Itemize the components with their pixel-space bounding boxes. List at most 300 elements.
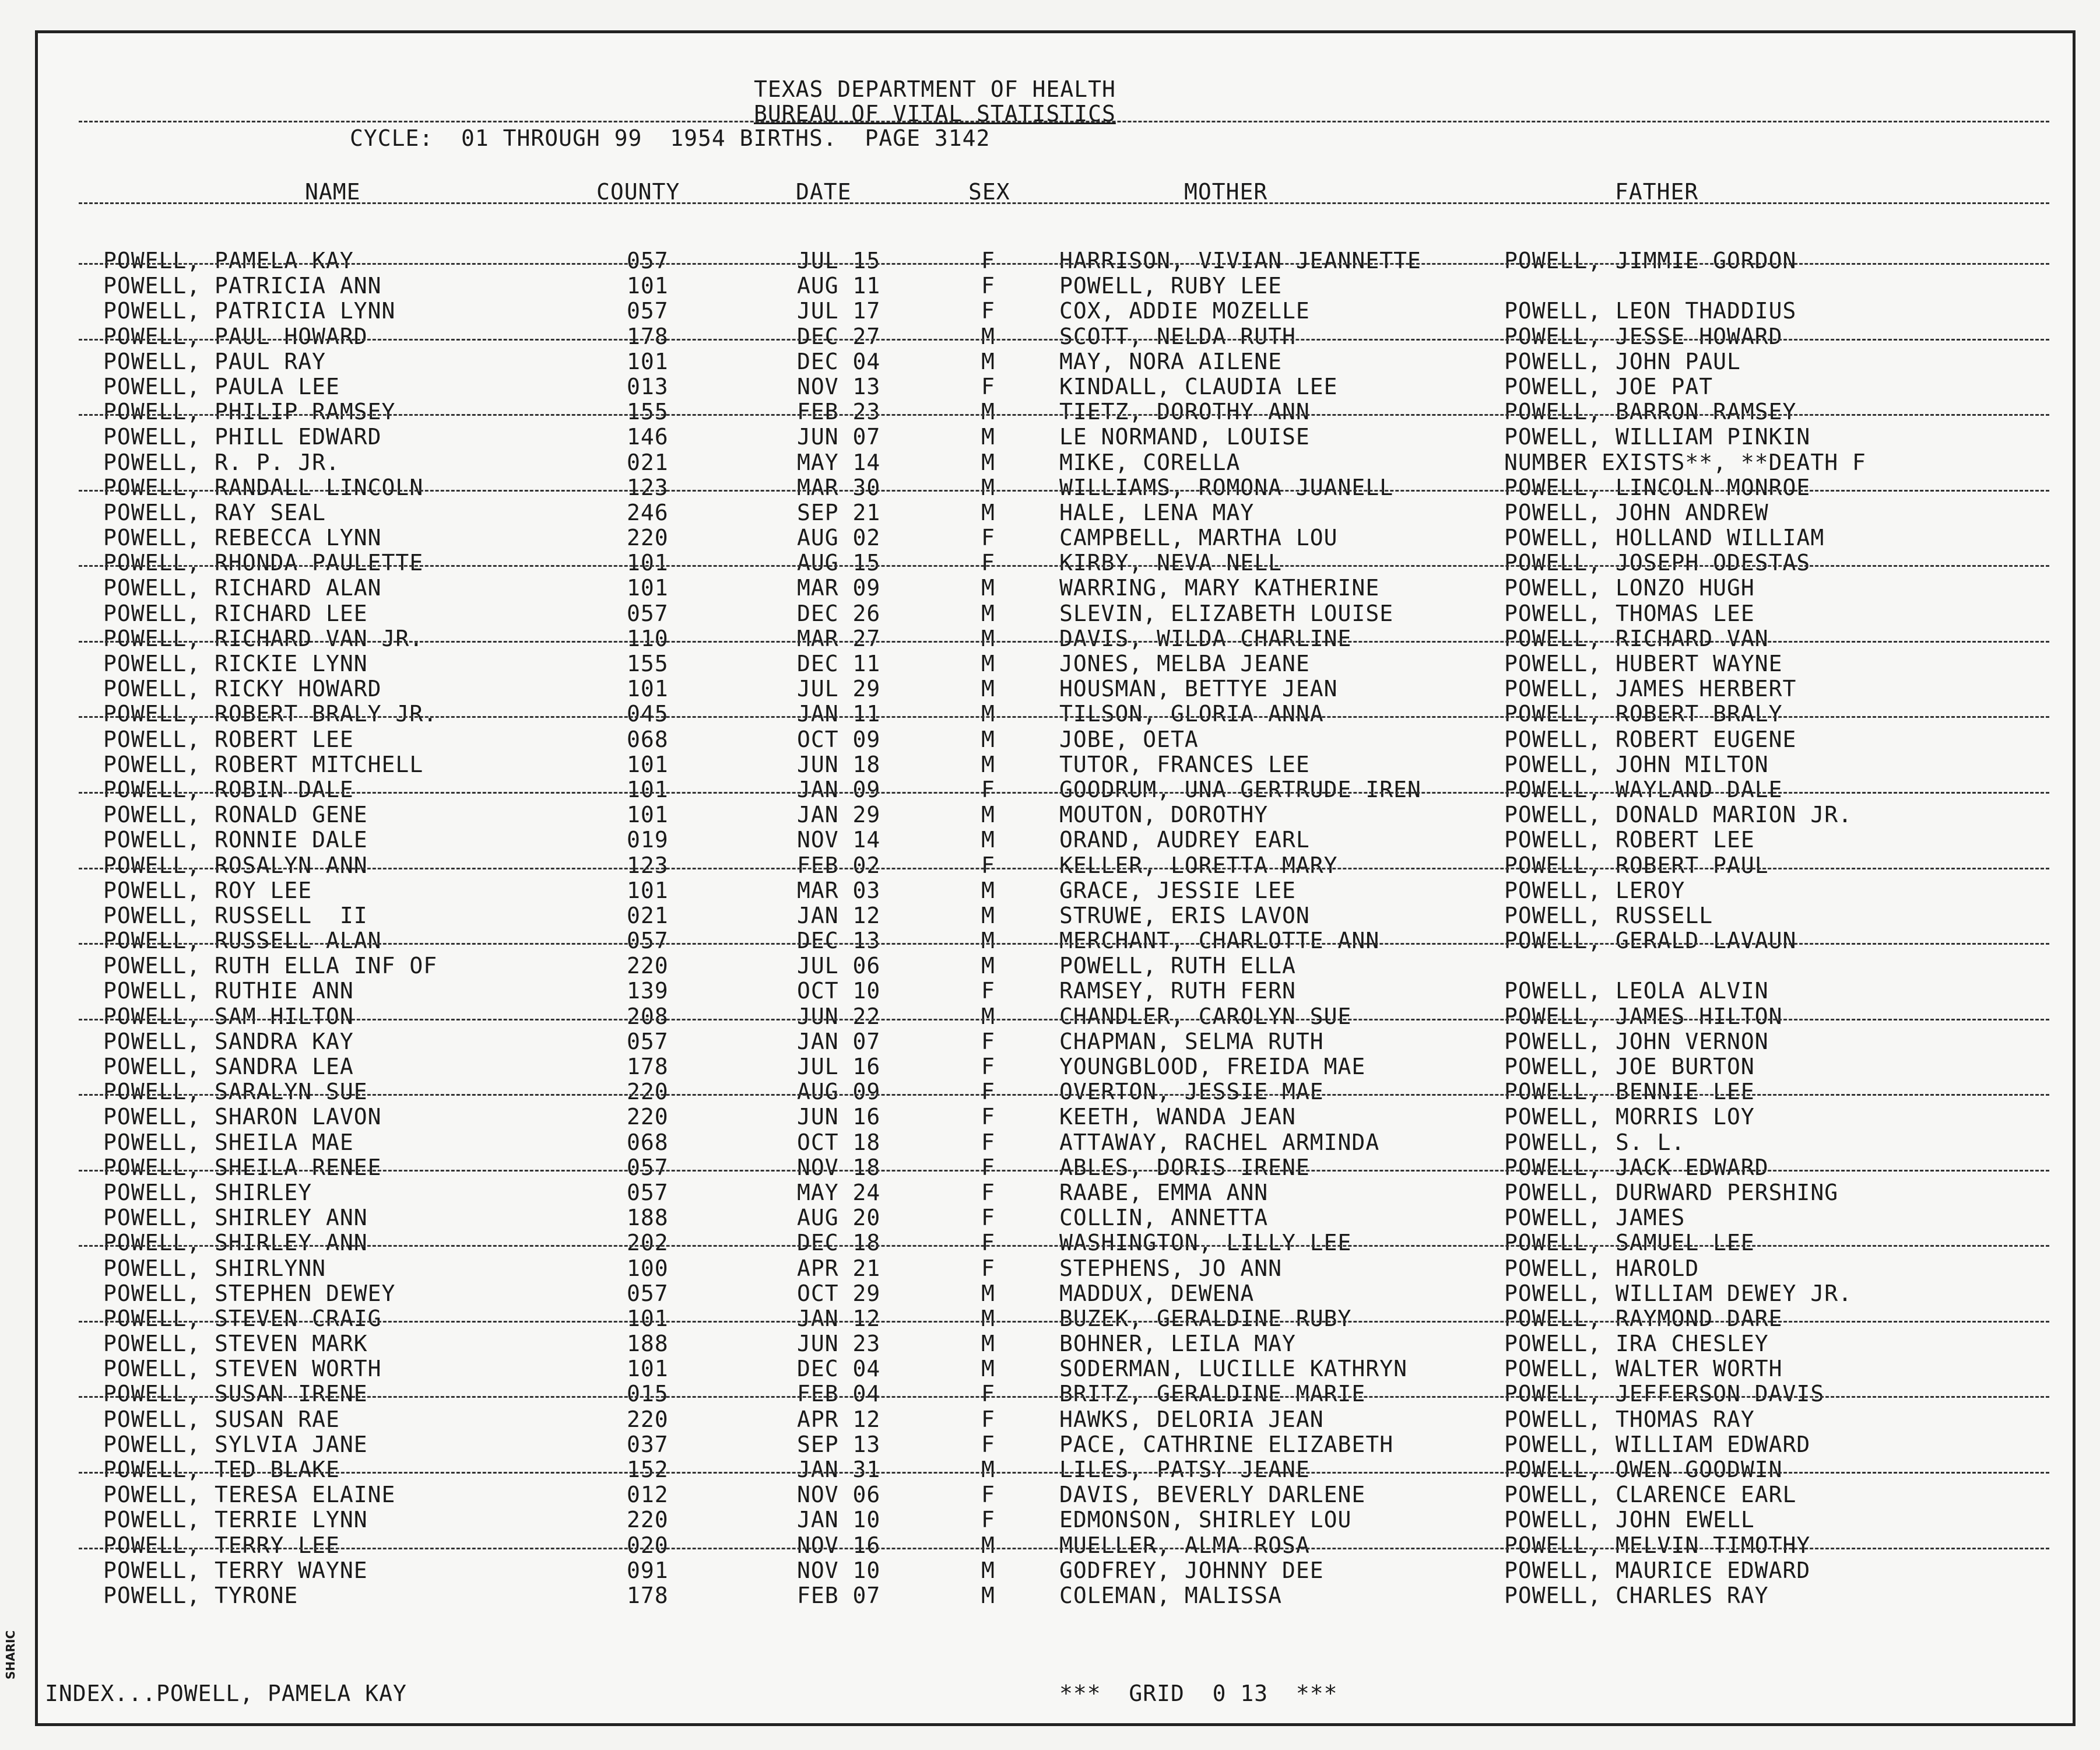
cell-mother: KELLER, LORETTA MARY — [1059, 852, 1338, 878]
cell-sex: F — [981, 1054, 995, 1079]
cell-name: POWELL, PHILL EDWARD — [103, 424, 382, 450]
cell-mother: MADDUX, DEWENA — [1059, 1280, 1255, 1306]
cell-name: POWELL, RICKIE LYNN — [103, 651, 368, 676]
cell-date: DEC 04 — [797, 348, 881, 374]
cell-county: 155 — [627, 651, 669, 676]
table-row — [38, 1029, 2073, 1054]
cell-father: POWELL, JAMES HILTON — [1504, 1003, 1783, 1029]
table-row — [38, 1054, 2073, 1079]
cell-name: POWELL, RUTHIE ANN — [103, 978, 354, 1004]
table-row — [38, 298, 2073, 323]
cell-father: POWELL, RICHARD VAN — [1504, 625, 1769, 651]
cell-county: 139 — [627, 978, 669, 1004]
cell-father: POWELL, HUBERT WAYNE — [1504, 651, 1783, 676]
cell-county: 178 — [627, 1582, 669, 1608]
cell-date: JUN 18 — [797, 751, 881, 777]
cell-name: POWELL, PAUL RAY — [103, 348, 326, 374]
cell-sex: M — [981, 1280, 995, 1306]
table-row — [38, 324, 2073, 349]
cell-date: JUL 15 — [797, 248, 881, 273]
cell-county: 057 — [627, 1028, 669, 1054]
cell-county: 220 — [627, 1507, 669, 1533]
table-row — [38, 1507, 2073, 1532]
cell-county: 100 — [627, 1255, 669, 1281]
table-row — [38, 1381, 2073, 1406]
cell-date: MAY 24 — [797, 1179, 881, 1205]
cell-name: POWELL, PATRICIA ANN — [103, 273, 382, 299]
cell-name: POWELL, ROBERT MITCHELL — [103, 751, 424, 777]
cell-name: POWELL, STEVEN MARK — [103, 1331, 368, 1357]
grid-footer: *** GRID 0 13 *** — [1059, 1681, 1338, 1706]
table-row — [38, 978, 2073, 1003]
cell-name: POWELL, SUSAN IRENE — [103, 1381, 368, 1407]
cell-father: POWELL, LEOLA ALVIN — [1504, 978, 1769, 1004]
cell-date: APR 21 — [797, 1255, 881, 1281]
cell-name: POWELL, SHARON LAVON — [103, 1104, 382, 1130]
table-row — [38, 878, 2073, 903]
cell-mother: KINDALL, CLAUDIA LEE — [1059, 373, 1338, 399]
cell-father: POWELL, S. L. — [1504, 1129, 1685, 1155]
table-row — [38, 424, 2073, 449]
cell-date: AUG 20 — [797, 1205, 881, 1231]
cell-date: MAR 27 — [797, 625, 881, 651]
table-row — [38, 1281, 2073, 1306]
cell-county: 101 — [627, 776, 669, 802]
cell-county: 068 — [627, 1129, 669, 1155]
table-row — [38, 777, 2073, 802]
cell-mother: WARRING, MARY KATHERINE — [1059, 575, 1380, 601]
cell-date: NOV 18 — [797, 1154, 881, 1180]
cell-name: POWELL, ROSALYN ANN — [103, 852, 368, 878]
cell-father: POWELL, JOHN ANDREW — [1504, 499, 1769, 525]
cell-sex: F — [981, 1507, 995, 1533]
table-row — [38, 450, 2073, 475]
cell-father: POWELL, JIMMIE GORDON — [1504, 248, 1797, 273]
cell-name: POWELL, ROBERT LEE — [103, 726, 354, 752]
cell-sex: M — [981, 1582, 995, 1608]
cell-mother: KEETH, WANDA JEAN — [1059, 1104, 1296, 1130]
cell-name: POWELL, PAUL HOWARD — [103, 323, 368, 349]
cell-sex: F — [981, 1230, 995, 1256]
table-row — [38, 1583, 2073, 1608]
cell-name: POWELL, ROBIN DALE — [103, 776, 354, 802]
cell-county: 155 — [627, 399, 669, 425]
cell-sex: F — [981, 1255, 995, 1281]
cell-date: FEB 23 — [797, 399, 881, 425]
cell-name: POWELL, RANDALL LINCOLN — [103, 474, 424, 500]
cell-mother: MIKE, CORELLA — [1059, 449, 1241, 475]
cell-mother: GODFREY, JOHNNY DEE — [1059, 1557, 1324, 1583]
cell-sex: M — [981, 323, 995, 349]
table-row — [38, 1482, 2073, 1507]
cell-name: POWELL, RICHARD LEE — [103, 600, 368, 626]
cell-father: POWELL, LINCOLN MONROE — [1504, 474, 1811, 500]
cell-father: POWELL, RUSSELL — [1504, 902, 1713, 928]
cell-mother: MOUTON, DOROTHY — [1059, 802, 1269, 828]
cell-sex: M — [981, 1003, 995, 1029]
column-header-father: FATHER — [1615, 179, 1699, 205]
column-header-divider — [79, 202, 2049, 204]
cell-sex: M — [981, 1557, 995, 1583]
cell-name: POWELL, PHILIP RAMSEY — [103, 399, 396, 425]
cell-date: JAN 09 — [797, 776, 881, 802]
cell-date: JAN 07 — [797, 1028, 881, 1054]
cell-sex: M — [981, 1305, 995, 1331]
cell-sex: F — [981, 1406, 995, 1432]
table-row — [38, 525, 2073, 550]
table-row — [38, 1558, 2073, 1583]
table-row — [38, 1230, 2073, 1255]
cell-mother: HALE, LENA MAY — [1059, 499, 1255, 525]
cell-mother: COLLIN, ANNETTA — [1059, 1205, 1269, 1231]
cell-name: POWELL, SUSAN RAE — [103, 1406, 340, 1432]
cell-mother: LE NORMAND, LOUISE — [1059, 424, 1310, 450]
table-row — [38, 676, 2073, 701]
table-row — [38, 727, 2073, 752]
cell-father: POWELL, BENNIE LEE — [1504, 1079, 1755, 1105]
cell-name: POWELL, TYRONE — [103, 1582, 299, 1608]
cell-mother: RAABE, EMMA ANN — [1059, 1179, 1269, 1205]
cell-date: JAN 11 — [797, 701, 881, 727]
table-row — [38, 1079, 2073, 1104]
cell-date: MAY 14 — [797, 449, 881, 475]
table-row — [38, 374, 2073, 399]
cell-sex: M — [981, 575, 995, 601]
table-row — [38, 349, 2073, 374]
cell-sex: F — [981, 1104, 995, 1130]
cell-father: POWELL, JOHN MILTON — [1504, 751, 1769, 777]
table-row — [38, 1004, 2073, 1029]
cell-sex: M — [981, 449, 995, 475]
cell-date: NOV 06 — [797, 1482, 881, 1508]
cell-county: 057 — [627, 600, 669, 626]
cell-name: POWELL, STEPHEN DEWEY — [103, 1280, 396, 1306]
table-row — [38, 1457, 2073, 1482]
cell-name: POWELL, RICHARD VAN JR. — [103, 625, 424, 651]
cell-father: POWELL, CHARLES RAY — [1504, 1582, 1769, 1608]
cell-father: POWELL, OWEN GOODWIN — [1504, 1457, 1783, 1482]
table-row — [38, 701, 2073, 726]
cell-county: 152 — [627, 1457, 669, 1482]
cell-name: POWELL, SANDRA KAY — [103, 1028, 354, 1054]
column-header-date: DATE — [796, 179, 852, 205]
cell-father: POWELL, ROBERT PAUL — [1504, 852, 1769, 878]
index-sheet — [35, 30, 2076, 1726]
cell-date: JUL 16 — [797, 1054, 881, 1079]
cell-name: POWELL, RONNIE DALE — [103, 827, 368, 853]
cycle-line: CYCLE: 01 THROUGH 99 1954 BIRTHS. PAGE 3142 — [350, 125, 991, 151]
cell-sex: M — [981, 1532, 995, 1558]
cell-father: POWELL, WILLIAM PINKIN — [1504, 424, 1811, 450]
cell-mother: EDMONSON, SHIRLEY LOU — [1059, 1507, 1352, 1533]
cell-sex: F — [981, 1179, 995, 1205]
cell-name: POWELL, SHIRLEY — [103, 1179, 312, 1205]
cell-name: POWELL, SAM HILTON — [103, 1003, 354, 1029]
cell-date: AUG 11 — [797, 273, 881, 299]
table-row — [38, 1205, 2073, 1230]
cell-father: POWELL, DONALD MARION JR. — [1504, 802, 1852, 828]
cell-father: POWELL, WILLIAM EDWARD — [1504, 1431, 1811, 1457]
cell-mother: SODERMAN, LUCILLE KATHRYN — [1059, 1356, 1407, 1382]
cell-date: JUN 23 — [797, 1331, 881, 1357]
cell-county: 045 — [627, 701, 669, 727]
table-row — [38, 1130, 2073, 1155]
cell-father: POWELL, JAMES HERBERT — [1504, 676, 1797, 702]
cell-date: DEC 04 — [797, 1356, 881, 1382]
cell-name: POWELL, SHEILA RENEE — [103, 1154, 382, 1180]
cell-mother: MAY, NORA AILENE — [1059, 348, 1283, 374]
cell-date: FEB 02 — [797, 852, 881, 878]
cell-date: JAN 12 — [797, 902, 881, 928]
cell-sex: M — [981, 424, 995, 450]
cell-name: POWELL, TERRIE LYNN — [103, 1507, 368, 1533]
cell-father: POWELL, JOHN PAUL — [1504, 348, 1741, 374]
cell-sex: F — [981, 525, 995, 551]
cell-mother: WILLIAMS, ROMONA JUANELL — [1059, 474, 1394, 500]
cell-date: JUL 29 — [797, 676, 881, 702]
cell-name: POWELL, REBECCA LYNN — [103, 525, 382, 551]
cell-mother: KIRBY, NEVA NELL — [1059, 550, 1283, 576]
cell-mother: DAVIS, BEVERLY DARLENE — [1059, 1482, 1366, 1508]
cell-father: POWELL, JOE BURTON — [1504, 1054, 1755, 1079]
cell-date: JUL 17 — [797, 298, 881, 324]
cell-sex: M — [981, 1457, 995, 1482]
table-row — [38, 903, 2073, 928]
cell-date: APR 12 — [797, 1406, 881, 1432]
cell-mother: GRACE, JESSIE LEE — [1059, 877, 1296, 903]
cell-mother: JONES, MELBA JEANE — [1059, 651, 1310, 676]
cell-father: POWELL, ROBERT LEE — [1504, 827, 1755, 853]
cell-sex: F — [981, 373, 995, 399]
cell-sex: F — [981, 776, 995, 802]
cell-date: MAR 30 — [797, 474, 881, 500]
cell-father: POWELL, ROBERT BRALY — [1504, 701, 1783, 727]
cell-sex: M — [981, 701, 995, 727]
cell-mother: CHANDLER, CAROLYN SUE — [1059, 1003, 1352, 1029]
cell-father: POWELL, JOE PAT — [1504, 373, 1713, 399]
cell-sex: M — [981, 676, 995, 702]
cell-county: 057 — [627, 1280, 669, 1306]
table-row — [38, 1155, 2073, 1180]
cell-father: POWELL, WALTER WORTH — [1504, 1356, 1783, 1382]
cell-name: POWELL, RICKY HOWARD — [103, 676, 382, 702]
cell-county: 101 — [627, 575, 669, 601]
cell-mother: CHAPMAN, SELMA RUTH — [1059, 1028, 1324, 1054]
table-row — [38, 651, 2073, 676]
cell-father: POWELL, DURWARD PERSHING — [1504, 1179, 1839, 1205]
table-row — [38, 575, 2073, 600]
cell-county: 057 — [627, 1179, 669, 1205]
cell-county: 057 — [627, 248, 669, 273]
cell-mother: COX, ADDIE MOZELLE — [1059, 298, 1310, 324]
table-row — [38, 500, 2073, 525]
cell-father: POWELL, BARRON RAMSEY — [1504, 399, 1797, 425]
table-row — [38, 1331, 2073, 1356]
cell-date: DEC 11 — [797, 651, 881, 676]
cell-date: SEP 21 — [797, 499, 881, 525]
cell-father: NUMBER EXISTS**, **DEATH F — [1504, 449, 1866, 475]
cell-sex: M — [981, 499, 995, 525]
cell-date: FEB 07 — [797, 1582, 881, 1608]
cell-sex: F — [981, 1381, 995, 1407]
cell-father: POWELL, LEROY — [1504, 877, 1685, 903]
cell-county: 220 — [627, 953, 669, 979]
cell-county: 146 — [627, 424, 669, 450]
cell-name: POWELL, RHONDA PAULETTE — [103, 550, 424, 576]
cell-mother: HOUSMAN, BETTYE JEAN — [1059, 676, 1338, 702]
cell-date: MAR 09 — [797, 575, 881, 601]
column-header-sex: SEX — [968, 179, 1010, 205]
department-title: TEXAS DEPARTMENT OF HEALTH — [754, 76, 1116, 102]
cell-county: 057 — [627, 1154, 669, 1180]
cell-county: 123 — [627, 852, 669, 878]
cell-sex: M — [981, 600, 995, 626]
cell-father: POWELL, JAMES — [1504, 1205, 1685, 1231]
table-row — [38, 853, 2073, 878]
cell-name: POWELL, TED BLAKE — [103, 1457, 340, 1482]
cell-county: 101 — [627, 676, 669, 702]
cell-county: 188 — [627, 1205, 669, 1231]
cell-county: 101 — [627, 348, 669, 374]
cell-date: NOV 13 — [797, 373, 881, 399]
table-row — [38, 1356, 2073, 1381]
cell-name: POWELL, RUSSELL II — [103, 902, 368, 928]
cell-father: POWELL, THOMAS LEE — [1504, 600, 1755, 626]
cell-county: 101 — [627, 550, 669, 576]
cell-sex: M — [981, 751, 995, 777]
cell-sex: M — [981, 877, 995, 903]
cell-sex: M — [981, 625, 995, 651]
table-row — [38, 953, 2073, 978]
table-row — [38, 827, 2073, 852]
cell-date: OCT 18 — [797, 1129, 881, 1155]
cell-mother: BRITZ, GERALDINE MARIE — [1059, 1381, 1366, 1407]
cell-sex: F — [981, 852, 995, 878]
column-header-mother: MOTHER — [1184, 179, 1268, 205]
table-row — [38, 1532, 2073, 1558]
cell-sex: M — [981, 902, 995, 928]
cell-father: POWELL, JOHN VERNON — [1504, 1028, 1769, 1054]
cell-mother: SCOTT, NELDA RUTH — [1059, 323, 1296, 349]
cell-name: POWELL, TERESA ELAINE — [103, 1482, 396, 1508]
cell-county: 015 — [627, 1381, 669, 1407]
cell-mother: HAWKS, DELORIA JEAN — [1059, 1406, 1324, 1432]
cell-mother: MUELLER, ALMA ROSA — [1059, 1532, 1310, 1558]
column-header-county: COUNTY — [596, 179, 680, 205]
cell-county: 101 — [627, 877, 669, 903]
cell-father: POWELL, IRA CHESLEY — [1504, 1331, 1769, 1357]
cell-father: POWELL, CLARENCE EARL — [1504, 1482, 1797, 1508]
cell-name: POWELL, SHIRLEY ANN — [103, 1205, 368, 1231]
cell-date: OCT 09 — [797, 726, 881, 752]
cell-county: 101 — [627, 1356, 669, 1382]
header-divider — [79, 121, 2049, 122]
cell-county: 020 — [627, 1532, 669, 1558]
cell-mother: POWELL, RUTH ELLA — [1059, 953, 1296, 979]
cell-date: JUL 06 — [797, 953, 881, 979]
table-row — [38, 626, 2073, 651]
cell-name: POWELL, RUSSELL ALAN — [103, 928, 382, 954]
cell-county: 101 — [627, 751, 669, 777]
cell-county: 178 — [627, 323, 669, 349]
cell-name: POWELL, RONALD GENE — [103, 802, 368, 828]
cell-sex: M — [981, 928, 995, 954]
cell-father: POWELL, JOSEPH ODESTAS — [1504, 550, 1811, 576]
cell-mother: YOUNGBLOOD, FREIDA MAE — [1059, 1054, 1366, 1079]
cell-mother: BUZEK, GERALDINE RUBY — [1059, 1305, 1352, 1331]
cell-county: 123 — [627, 474, 669, 500]
cell-county: 101 — [627, 1305, 669, 1331]
cell-sex: F — [981, 298, 995, 324]
cell-mother: WASHINGTON, LILLY LEE — [1059, 1230, 1352, 1256]
cell-father: POWELL, ROBERT EUGENE — [1504, 726, 1797, 752]
cell-county: 057 — [627, 298, 669, 324]
cell-name: POWELL, SHIRLEY ANN — [103, 1230, 368, 1256]
cell-name: POWELL, SANDRA LEA — [103, 1054, 354, 1079]
cell-date: DEC 18 — [797, 1230, 881, 1256]
cell-county: 019 — [627, 827, 669, 853]
cell-county: 220 — [627, 1406, 669, 1432]
table-row — [38, 752, 2073, 777]
cell-sex: F — [981, 248, 995, 273]
cell-father: POWELL, MELVIN TIMOTHY — [1504, 1532, 1811, 1558]
cell-date: JAN 29 — [797, 802, 881, 828]
cell-sex: M — [981, 399, 995, 425]
cell-sex: M — [981, 726, 995, 752]
cell-county: 037 — [627, 1431, 669, 1457]
cell-county: 220 — [627, 1079, 669, 1105]
cell-county: 068 — [627, 726, 669, 752]
cell-county: 188 — [627, 1331, 669, 1357]
cell-date: AUG 15 — [797, 550, 881, 576]
cell-county: 110 — [627, 625, 669, 651]
cell-sex: F — [981, 273, 995, 299]
cell-name: POWELL, ROY LEE — [103, 877, 312, 903]
table-row — [38, 1104, 2073, 1129]
cell-date: JAN 12 — [797, 1305, 881, 1331]
cell-father: POWELL, LONZO HUGH — [1504, 575, 1755, 601]
cell-date: NOV 10 — [797, 1557, 881, 1583]
cell-date: DEC 26 — [797, 600, 881, 626]
table-row — [38, 1306, 2073, 1331]
cell-sex: F — [981, 1205, 995, 1231]
cell-father: POWELL, LEON THADDIUS — [1504, 298, 1797, 324]
cell-date: NOV 14 — [797, 827, 881, 853]
table-row — [38, 248, 2073, 273]
cell-mother: STRUWE, ERIS LAVON — [1059, 902, 1310, 928]
cell-name: POWELL, SYLVIA JANE — [103, 1431, 368, 1457]
cell-sex: F — [981, 978, 995, 1004]
table-row — [38, 273, 2073, 298]
cell-sex: M — [981, 802, 995, 828]
cell-name: POWELL, SHIRLYNN — [103, 1255, 326, 1281]
cell-name: POWELL, R. P. JR. — [103, 449, 340, 475]
cell-name: POWELL, STEVEN WORTH — [103, 1356, 382, 1382]
cell-mother: LILES, PATSY JEANE — [1059, 1457, 1310, 1482]
cell-mother: HARRISON, VIVIAN JEANNETTE — [1059, 248, 1421, 273]
cell-mother: TILSON, GLORIA ANNA — [1059, 701, 1324, 727]
cell-mother: ORAND, AUDREY EARL — [1059, 827, 1310, 853]
cell-father: POWELL, RAYMOND DARE — [1504, 1305, 1783, 1331]
cell-mother: JOBE, OETA — [1059, 726, 1199, 752]
cell-father: POWELL, MORRIS LOY — [1504, 1104, 1755, 1130]
cell-date: JUN 16 — [797, 1104, 881, 1130]
cell-mother: MERCHANT, CHARLOTTE ANN — [1059, 928, 1380, 954]
cell-sex: F — [981, 1482, 995, 1508]
cell-date: AUG 09 — [797, 1079, 881, 1105]
cell-date: OCT 29 — [797, 1280, 881, 1306]
cell-name: POWELL, STEVEN CRAIG — [103, 1305, 382, 1331]
